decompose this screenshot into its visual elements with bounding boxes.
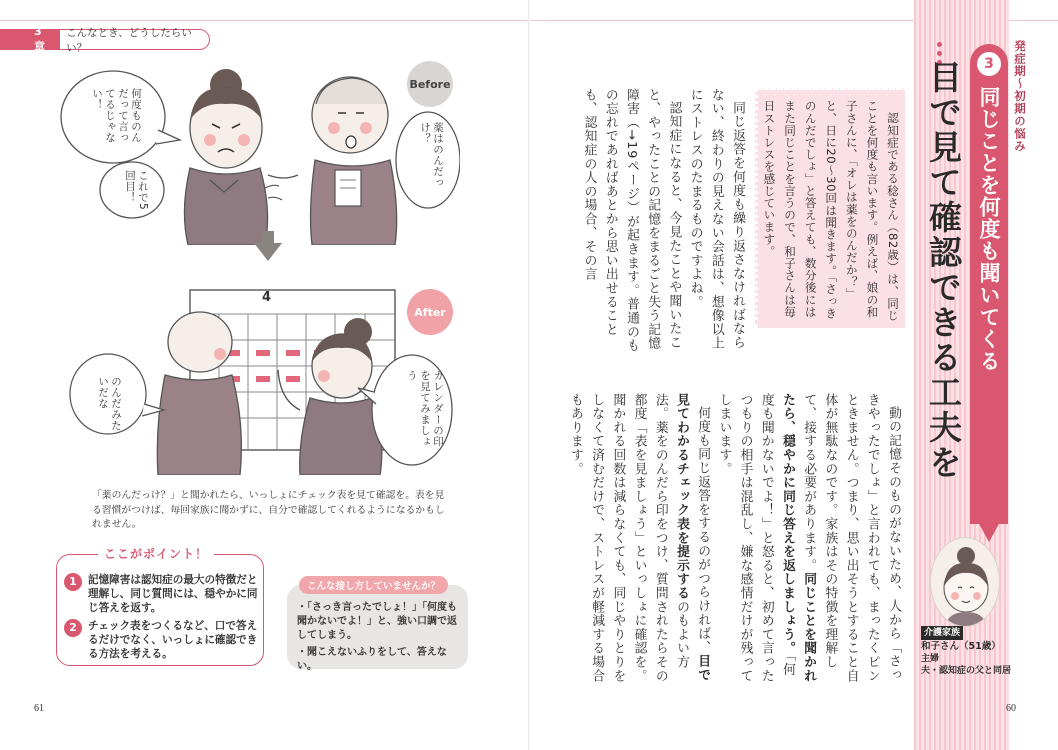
page-title: 目で見て確認できる工夫を <box>924 60 963 480</box>
title-dots <box>937 42 942 47</box>
point-item-2 <box>64 619 258 661</box>
after-label: After <box>407 289 453 335</box>
intro-text: 認知症である稔さん（82歳）は、同じことを何度も言います。例えば、娘の和子さんに、「オレは薬をのんだか？」と、日に20～30回は聞きます。「さっきのんだでしょ」と答えても、数分後にはまた同じことを言うので、和子さんは毎日ストレスを感じています。 <box>762 100 900 321</box>
point-text: 記憶障害は認知症の最大の特徴だと理解し、同じ質問には、穏やかに同じ答えを返す。 <box>88 574 258 614</box>
daughter-before-bubble: 何度ものんだって言ってるじゃない！ <box>91 88 142 143</box>
caregiver-role: 主婦 <box>921 654 940 664</box>
page-gutter <box>528 0 530 750</box>
point-number: 2 <box>64 619 82 637</box>
topic-subtitle: 同じことを何度も聞いてくる <box>977 86 1001 372</box>
before-label: Before <box>407 61 453 107</box>
topic-number: 3 <box>977 52 1001 76</box>
illustration-caption: 「薬のんだっけ？」と聞かれたら、いっしょにチェック表を見て確認を。表を見る習慣がつけば、毎回家族に聞かずに、自分で確認してくれるようになるかもしれません。 <box>92 490 445 530</box>
body-paragraph-1: 同じ返答を何度も繰り返さなければならない、終わりの見えない会話は、想像以上にストレスのたまるものですよね。 <box>687 88 745 351</box>
point-number: 1 <box>64 573 82 591</box>
down-arrow-icon <box>254 243 282 261</box>
caregiver-avatar <box>930 537 1000 627</box>
chapter-header <box>0 25 210 54</box>
count-bubble: これで5回目！ <box>124 170 149 211</box>
caregiver-info <box>921 626 1011 677</box>
calendar-month: 4 <box>262 290 272 305</box>
intro-box-scallop <box>756 84 905 90</box>
point-item-1 <box>64 573 258 615</box>
page-number-left: 61 <box>34 703 44 714</box>
ng-item: ・聞こえないふりをして、答えない。 <box>297 647 447 672</box>
father-after-bubble: のんだみたいだな <box>97 376 122 431</box>
page-number-right: 60 <box>1006 703 1016 714</box>
body-text-upper <box>536 88 748 354</box>
caregiver-family: 夫・認知症の父と同居 <box>921 666 1012 676</box>
father-before-bubble: 薬はのんだっけ？ <box>419 122 444 188</box>
point-heading: ここがポイント！ <box>98 545 214 562</box>
caregiver-name: 和子さん（51歳） <box>921 641 1001 652</box>
phase-label: 発症期～初期の悩み <box>1013 40 1027 153</box>
body-text-lower: 動の記憶そのものがないため、人から「さっきやったでしょ」と言われても、まったくピンときません。つまり、思い出そうとすること自体が無駄なのです。家族はその特徴を理解して、接する必要があります。同じことを聞かれたら、穏やかに同じ答えを返しましょう。「何度も聞かないでよ！」と怒ると、初めて言ったつもりの相手は混乱し、嫌な感情だけが残ってしまいます。 何度も同じ返答をするのがつらければ、目で見てわかるチェック表を提示するのもよい方法。薬をのんだら印をつけ、質問されたらその都度「表を見ましょう」といっしょに確認を。聞かれる回数は減らなくても、同じやりとりをしなくて済むだけで、ストレスが軽減する場合もあります。 <box>567 393 901 683</box>
daughter-after-bubble: カレンダーの印を見てみましょう <box>406 370 444 447</box>
ng-heading: こんな接し方していませんか？ <box>299 576 448 594</box>
body-paragraph-2: 認知症になると、今見たことや聞いたこと、やったことの記憶をまるごと失う記憶障害（→19ページ）が起きます。普通のもの忘れであればあとから思い出せることも、認知症の人の場合、その言 <box>581 88 682 353</box>
caregiver-tag: 介護家族 <box>921 626 963 640</box>
point-text: チェック表をつくるなど、口で答えるだけでなく、いっしょに確認できる方法を考える。 <box>88 620 258 660</box>
chapter-title: こんなとき、どうしたらいい？ <box>66 26 192 54</box>
chapter-number: 3章 <box>0 30 60 49</box>
ng-item: ・「さっき言ったでしょ！」「何度も聞かないでよ！」と、強い口調で返してしまう。 <box>297 602 457 641</box>
